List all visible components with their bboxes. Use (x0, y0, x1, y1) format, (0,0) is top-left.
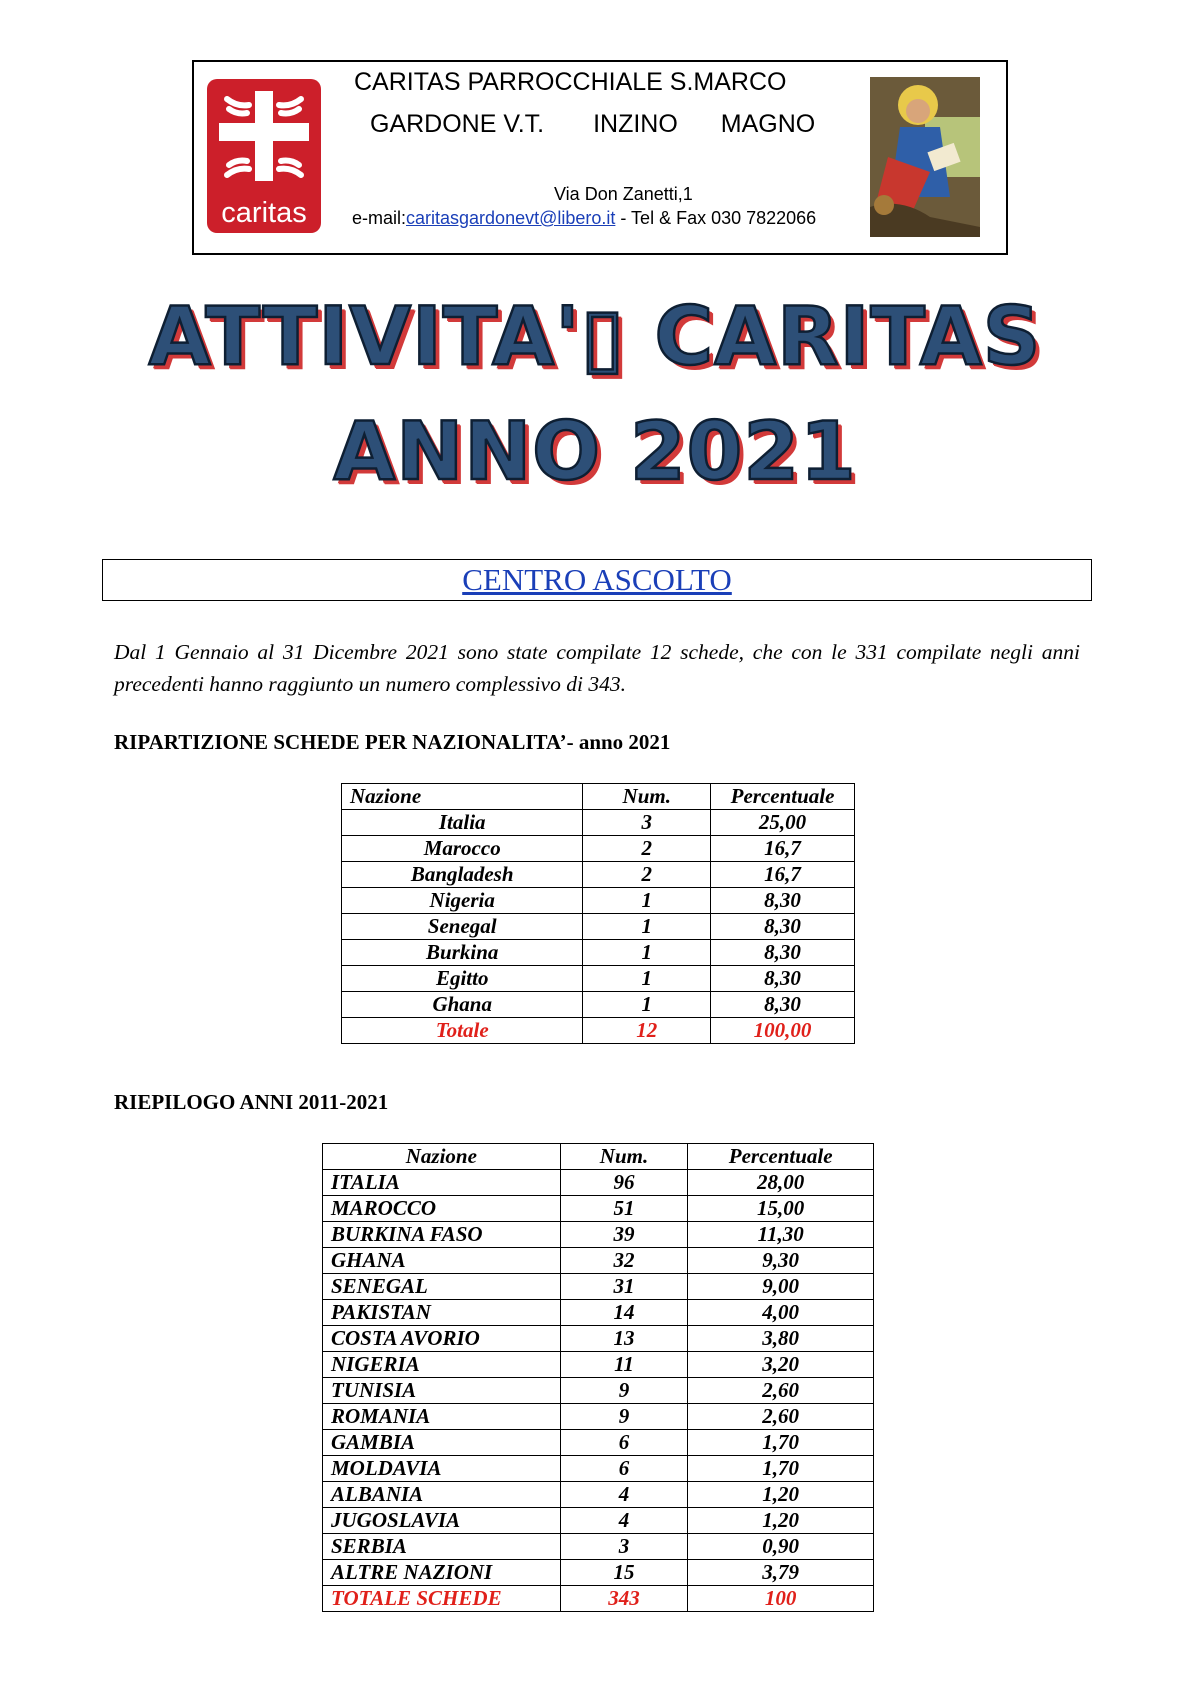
table-cell: 13 (560, 1326, 688, 1352)
table-cell: 16,7 (711, 836, 855, 862)
table-cell: 6 (560, 1456, 688, 1482)
table-cell: Ghana (342, 992, 583, 1018)
table-cell: ALTRE NAZIONI (323, 1560, 561, 1586)
table-cell: Senegal (342, 914, 583, 940)
letterhead-line-1: CARITAS PARROCCHIALE S.MARCO (354, 68, 787, 96)
column-header: Percentuale (711, 784, 855, 810)
table-cell: 1,20 (688, 1508, 874, 1534)
table-cell: 9,00 (688, 1274, 874, 1300)
table-cell: 9 (560, 1378, 688, 1404)
column-header: Nazione (342, 784, 583, 810)
table-cell: ALBANIA (323, 1482, 561, 1508)
table-cell: 2 (583, 836, 711, 862)
table-cell: NIGERIA (323, 1352, 561, 1378)
column-header: Nazione (323, 1144, 561, 1170)
table-row (342, 810, 855, 836)
table-cell: 3,20 (688, 1352, 874, 1378)
table-cell: 6 (560, 1430, 688, 1456)
summary-table (322, 1143, 874, 1612)
table-cell: Bangladesh (342, 862, 583, 888)
title-line-1: ATTIVITA'▯ CARITAS (148, 290, 1042, 383)
saint-mark-image (870, 77, 980, 237)
email-label: e-mail: (352, 208, 407, 228)
table-cell: 3,79 (688, 1560, 874, 1586)
place-inzino: INZINO (593, 110, 678, 138)
table-cell: 3,80 (688, 1326, 874, 1352)
table-cell: MAROCCO (323, 1196, 561, 1222)
column-header: Percentuale (688, 1144, 874, 1170)
table-cell: 1 (583, 940, 711, 966)
intro-paragraph: Dal 1 Gennaio al 31 Dicembre 2021 sono state compilate 12 schede, che con le 331 compilate negli anni precedenti hanno raggiunto un numero complessivo di 343. (114, 640, 1080, 696)
table-row (323, 1170, 874, 1196)
table-row (323, 1560, 874, 1586)
table-cell: 8,30 (711, 914, 855, 940)
total-cell: 100,00 (711, 1018, 855, 1044)
total-cell: 12 (583, 1018, 711, 1044)
section-header-box (102, 559, 1092, 601)
table-cell: GAMBIA (323, 1430, 561, 1456)
table-cell: 39 (560, 1222, 688, 1248)
table-cell: 9,30 (688, 1248, 874, 1274)
table-cell: Egitto (342, 966, 583, 992)
table-cell: 1 (583, 914, 711, 940)
table-row (323, 1352, 874, 1378)
table-cell: 32 (560, 1248, 688, 1274)
table-cell: 25,00 (711, 810, 855, 836)
table-row (323, 1508, 874, 1534)
letterhead-line-2 (370, 110, 815, 139)
table-cell: COSTA AVORIO (323, 1326, 561, 1352)
table-header-row (342, 784, 855, 810)
table-row (342, 888, 855, 914)
table-header-row (323, 1144, 874, 1170)
place-magno: MAGNO (720, 110, 816, 138)
table-cell: Burkina (342, 940, 583, 966)
table-cell: SENEGAL (323, 1274, 561, 1300)
table-cell: 4,00 (688, 1300, 874, 1326)
table-row (323, 1456, 874, 1482)
table-cell: 96 (560, 1170, 688, 1196)
summary-heading: RIEPILOGO ANNI 2011-2021 (114, 1090, 389, 1114)
table-row (323, 1482, 874, 1508)
total-cell: TOTALE SCHEDE (323, 1586, 561, 1612)
table-cell: 9 (560, 1404, 688, 1430)
table-row (323, 1300, 874, 1326)
table-cell: 15 (560, 1560, 688, 1586)
total-cell: 100 (688, 1586, 874, 1612)
table-cell: 28,00 (688, 1170, 874, 1196)
table-row (323, 1222, 874, 1248)
table-cell: 3 (560, 1534, 688, 1560)
nationality-heading: RIPARTIZIONE SCHEDE PER NAZIONALITA’- anno 2021 (114, 730, 671, 754)
table-row (342, 992, 855, 1018)
table-cell: BURKINA FASO (323, 1222, 561, 1248)
total-cell: Totale (342, 1018, 583, 1044)
table-cell: 11,30 (688, 1222, 874, 1248)
table-cell: 1,70 (688, 1456, 874, 1482)
table-cell: JUGOSLAVIA (323, 1508, 561, 1534)
phone-text: - Tel & Fax 030 7822066 (615, 208, 817, 228)
table-cell: 1 (583, 966, 711, 992)
logo-text: caritas (221, 197, 307, 229)
table-cell: 2 (583, 862, 711, 888)
table-cell: 4 (560, 1482, 688, 1508)
table-cell: Marocco (342, 836, 583, 862)
column-header: Num. (560, 1144, 688, 1170)
caritas-cross-svg (207, 79, 321, 199)
column-header: Num. (583, 784, 711, 810)
table-cell: ITALIA (323, 1170, 561, 1196)
table-cell: 4 (560, 1508, 688, 1534)
title-line-2: ANNO 2021 (333, 405, 857, 498)
table-cell: 2,60 (688, 1404, 874, 1430)
table-cell: PAKISTAN (323, 1300, 561, 1326)
table-cell: 8,30 (711, 940, 855, 966)
caritas-cross-logo-icon (207, 79, 321, 233)
table-cell: 8,30 (711, 888, 855, 914)
table-cell: 31 (560, 1274, 688, 1300)
table-cell: 8,30 (711, 992, 855, 1018)
letterhead-address: Via Don Zanetti,1 (554, 184, 693, 204)
table-cell: 14 (560, 1300, 688, 1326)
table-row (323, 1326, 874, 1352)
table-row (342, 966, 855, 992)
letterhead-contact (352, 208, 816, 229)
total-row (323, 1586, 874, 1612)
table-row (342, 940, 855, 966)
table-cell: 2,60 (688, 1378, 874, 1404)
table-cell: 1 (583, 992, 711, 1018)
table-cell: 51 (560, 1196, 688, 1222)
table-row (323, 1196, 874, 1222)
table-cell: 11 (560, 1352, 688, 1378)
table-cell: MOLDAVIA (323, 1456, 561, 1482)
table-row (323, 1274, 874, 1300)
place-gardone: GARDONE V.T. (370, 110, 545, 138)
table-cell: 8,30 (711, 966, 855, 992)
table-row (323, 1534, 874, 1560)
table-cell: Italia (342, 810, 583, 836)
table-cell: 1,20 (688, 1482, 874, 1508)
table-cell: Nigeria (342, 888, 583, 914)
table-cell: GHANA (323, 1248, 561, 1274)
table-row (342, 914, 855, 940)
total-row (342, 1018, 855, 1044)
table-cell: 0,90 (688, 1534, 874, 1560)
table-row (323, 1404, 874, 1430)
letterhead (192, 60, 1008, 255)
table-row (342, 836, 855, 862)
table-row (342, 862, 855, 888)
table-cell: 1 (583, 888, 711, 914)
section-title-link[interactable]: CENTRO ASCOLTO (462, 562, 732, 597)
table-cell: 15,00 (688, 1196, 874, 1222)
table-row (323, 1430, 874, 1456)
table-cell: ROMANIA (323, 1404, 561, 1430)
table-row (323, 1378, 874, 1404)
total-cell: 343 (560, 1586, 688, 1612)
table-cell: 1,70 (688, 1430, 874, 1456)
table-cell: 3 (583, 810, 711, 836)
table-cell: 16,7 (711, 862, 855, 888)
table-cell: TUNISIA (323, 1378, 561, 1404)
email-link[interactable]: caritasgardonevt@libero.it (406, 208, 616, 228)
table-row (323, 1248, 874, 1274)
nationality-table (341, 783, 855, 1044)
table-cell: SERBIA (323, 1534, 561, 1560)
